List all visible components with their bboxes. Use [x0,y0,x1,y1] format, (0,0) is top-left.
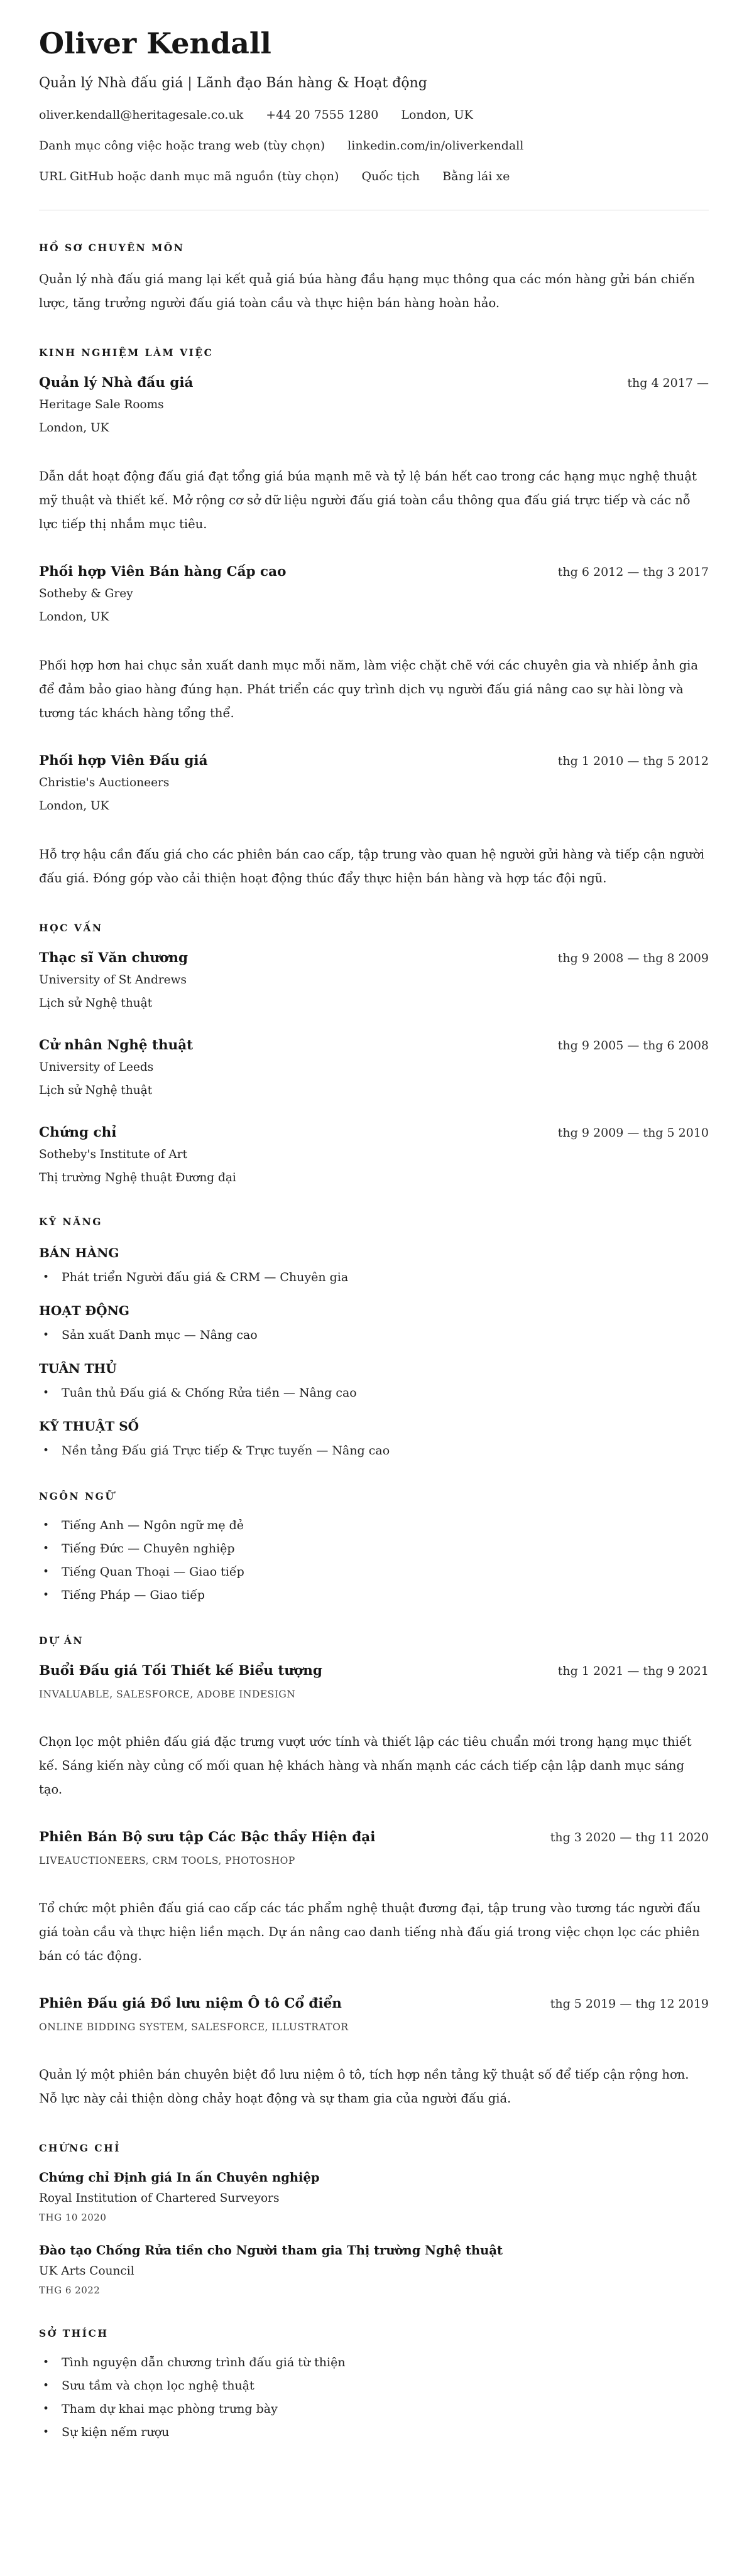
certificate-entry-1 [39,2170,709,2223]
entry-head [39,1037,709,1053]
job-title: Phối hợp Viên Đấu giá [39,752,208,769]
certificate-issuer: UK Arts Council [39,2264,134,2278]
job-title: Phối hợp Viên Bán hàng Cấp cao [39,563,287,580]
section-experience [39,347,709,890]
project-description: Quản lý một phiên bán chuyên biệt đồ lưu niệm ô tô, tích hợp nền tảng kỹ thuật số để tiếp cận rộng hơn. Nỗ lực này cải thiện dòng chảy hoạt động và sự tham gia của người đấu giá. [39,2067,689,2106]
project-tools: ONLINE BIDDING SYSTEM, SALESFORCE, ILLUSTRATOR [39,2021,349,2033]
education-entry-2 [39,1037,709,1097]
language-item: • Tiếng Anh — Ngôn ngữ mẹ đẻ [39,1517,709,1534]
certificate-name: Chứng chỉ Định giá In ấn Chuyên nghiệp [39,2170,320,2185]
field-of-study: Lịch sử Nghệ thuật [39,1083,153,1097]
degree-dates: thg 9 2008 — thg 8 2009 [557,951,709,965]
project-title: Phiên Đấu giá Đồ lưu niệm Ô tô Cổ điển [39,1995,342,2011]
skill-group-compliance [39,1361,709,1401]
entry-head [39,1125,709,1140]
contact-row-3 [39,170,709,183]
entry-head [39,564,709,580]
candidate-headline: Quản lý Nhà đấu giá | Lãnh đạo Bán hàng & Hoạt động [39,75,427,91]
project-entry-3 [39,1996,709,2111]
job-title: Quản lý Nhà đấu giá [39,374,194,391]
degree-dates: thg 9 2009 — thg 5 2010 [557,1125,709,1140]
skill-item: • Nền tảng Đấu giá Trực tiếp & Trực tuyến — Nâng cao [39,1442,709,1459]
section-certificates [39,2142,709,2296]
job-location: London, UK [39,610,109,624]
section-title-experience: KINH NGHIỆM LÀM VIỆC [39,346,214,359]
project-title: Phiên Bán Bộ sưu tập Các Bậc thầy Hiện đại [39,1829,376,1845]
project-entry-1 [39,1663,709,1802]
section-title-projects: DỰ ÁN [39,1634,84,1647]
section-skills [39,1216,709,1459]
school-name: University of St Andrews [39,973,187,987]
job-company: Heritage Sale Rooms [39,398,164,411]
section-profile [39,242,709,315]
entry-head [39,753,709,769]
contact-phone: +44 20 7555 1280 [266,107,379,122]
school-name: Sotheby's Institute of Art [39,1147,188,1161]
job-company: Sotheby & Grey [39,587,133,600]
project-tools: INVALUABLE, SALESFORCE, ADOBE INDESIGN [39,1688,296,1700]
project-title: Buổi Đấu giá Tối Thiết kế Biểu tượng [39,1662,322,1679]
job-dates: thg 6 2012 — thg 3 2017 [557,565,709,579]
job-dates: thg 4 2017 — [627,376,709,390]
job-dates: thg 1 2010 — thg 5 2012 [557,754,709,768]
degree-title: Chứng chỉ [39,1124,117,1140]
skill-group-digital [39,1419,709,1459]
field-of-study: Lịch sử Nghệ thuật [39,996,153,1010]
profile-summary: Quản lý nhà đấu giá mang lại kết quả giá búa hàng đầu hạng mục thông qua các món hàng gửi bán chiến lược, tăng trưởng người đấu giá toàn cầu và thực hiện bán hàng hoàn hảo. [39,271,695,310]
section-education [39,922,709,1184]
entry-head [39,1996,709,2011]
experience-entry-3 [39,753,709,890]
project-description: Tổ chức một phiên đấu giá cao cấp các tác phẩm nghệ thuật đương đại, tập trung vào tương tác người đấu giá toàn cầu và thực hiện liền mạch. Dự án nâng cao danh tiếng nhà đấu giá trong việc chọn lọc các phiên bán có tác động. [39,1900,701,1963]
contact-location: London, UK [401,107,473,122]
skill-list [39,1327,709,1343]
project-dates: thg 1 2021 — thg 9 2021 [557,1664,709,1678]
degree-title: Cử nhân Nghệ thuật [39,1037,194,1053]
entry-head [39,1663,709,1679]
certificate-date: THG 10 2020 [39,2211,107,2223]
section-projects [39,1635,709,2111]
project-dates: thg 3 2020 — thg 11 2020 [550,1830,709,1844]
hobby-item: • Sự kiện nếm rượu [39,2424,709,2440]
resume-header [39,28,709,183]
project-entry-2 [39,1829,709,1968]
section-title-profile: HỒ SƠ CHUYÊN MÔN [39,241,185,254]
job-description: Phối hợp hơn hai chục sản xuất danh mục mỗi năm, làm việc chặt chẽ với các chuyên gia và nhiếp ảnh gia để đảm bảo giao hàng đúng hạn. Phát triển các quy trình dịch vụ người đấu giá nâng cao sự hài lòng và tương tác khách hàng tổng thể. [39,658,699,720]
education-entry-3 [39,1125,709,1184]
skill-group-title: KỸ THUẬT SỐ [39,1418,139,1434]
entry-head [39,1829,709,1845]
certificate-issuer: Royal Institution of Chartered Surveyors [39,2191,280,2205]
certificate-name: Đào tạo Chống Rửa tiền cho Người tham gia Thị trường Nghệ thuật [39,2243,503,2258]
skill-item: • Phát triển Người đấu giá & CRM — Chuyên gia [39,1269,709,1285]
section-title-hobbies: SỞ THÍCH [39,2327,109,2339]
section-title-education: HỌC VẤN [39,921,103,934]
degree-title: Thạc sĩ Văn chương [39,950,188,966]
entry-head [39,375,709,391]
language-item: • Tiếng Quan Thoại — Giao tiếp [39,1564,709,1580]
certificate-date: THG 6 2022 [39,2284,101,2296]
language-item: • Tiếng Đức — Chuyên nghiệp [39,1540,709,1557]
hobby-item: • Sưu tầm và chọn lọc nghệ thuật [39,2378,709,2394]
education-entry-1 [39,950,709,1010]
skill-group-operations [39,1303,709,1343]
experience-entry-2 [39,564,709,725]
job-company: Christie's Auctioneers [39,776,170,789]
degree-dates: thg 9 2005 — thg 6 2008 [557,1038,709,1053]
skill-group-title: BÁN HÀNG [39,1245,119,1260]
skill-list [39,1269,709,1285]
section-title-certificates: CHỨNG CHỈ [39,2141,121,2154]
hobby-list [39,2354,709,2440]
language-list [39,1517,709,1603]
job-description: Dẫn dắt hoạt động đấu giá đạt tổng giá búa mạnh mẽ và tỷ lệ bán hết cao trong các hạng mục nghệ thuật mỹ thuật và thiết kế. Mở rộng cơ sở dữ liệu người đấu giá toàn cầu thông qua đấu giá trực tiếp và các nỗ lực tiếp thị nhắm mục tiêu. [39,468,697,531]
skill-group-title: TUÂN THỦ [39,1360,117,1376]
job-description: Hỗ trợ hậu cần đấu giá cho các phiên bán cao cấp, tập trung vào quan hệ người gửi hàng và tiếp cận người đấu giá. Đóng góp vào cải thiện hoạt động thúc đẩy thực hiện bán hàng và hợp tác đội ngũ. [39,847,704,885]
job-location: London, UK [39,421,109,435]
skill-list [39,1385,709,1401]
field-of-study: Thị trường Nghệ thuật Đương đại [39,1171,236,1184]
hobby-item: • Tham dự khai mạc phòng trưng bày [39,2401,709,2417]
section-title-skills: KỸ NĂNG [39,1215,103,1228]
certificate-entry-2 [39,2243,709,2296]
skill-group-sales [39,1245,709,1285]
skill-list [39,1442,709,1459]
language-item: • Tiếng Pháp — Giao tiếp [39,1587,709,1603]
contact-email: oliver.kendall@heritagesale.co.uk [39,107,244,122]
section-title-languages: NGÔN NGỮ [39,1490,116,1502]
section-languages [39,1490,709,1603]
contact-row-1 [39,108,709,122]
hobby-item: • Tình nguyện dẫn chương trình đấu giá từ thiện [39,2354,709,2371]
skill-item: • Tuân thủ Đấu giá & Chống Rửa tiền — Nâng cao [39,1385,709,1401]
experience-entry-1 [39,375,709,536]
entry-head [39,950,709,966]
skill-group-title: HOẠT ĐỘNG [39,1302,129,1318]
contact-portfolio-placeholder: Danh mục công việc hoặc trang web (tùy chọn) [39,138,325,153]
contact-driving-license-placeholder: Bằng lái xe [442,169,510,183]
candidate-name: Oliver Kendall [39,26,271,60]
project-tools: LIVEAUCTIONEERS, CRM TOOLS, PHOTOSHOP [39,1854,295,1866]
contact-row-2 [39,139,709,153]
skill-item: • Sản xuất Danh mục — Nâng cao [39,1327,709,1343]
project-dates: thg 5 2019 — thg 12 2019 [550,1996,709,2011]
school-name: University of Leeds [39,1060,154,1074]
job-location: London, UK [39,799,109,813]
contact-linkedin: linkedin.com/in/oliverkendall [347,138,524,153]
contact-github-placeholder: URL GitHub hoặc danh mục mã nguồn (tùy chọn) [39,169,339,183]
project-description: Chọn lọc một phiên đấu giá đặc trưng vượt ước tính và thiết lập các tiêu chuẩn mới trong hạng mục thiết kế. Sáng kiến này củng cố mối quan hệ khách hàng và nhấn mạnh các cách tiếp cận lập danh mục sáng tạo. [39,1734,692,1797]
section-hobbies [39,2327,709,2440]
contact-nationality-placeholder: Quốc tịch [361,169,420,183]
